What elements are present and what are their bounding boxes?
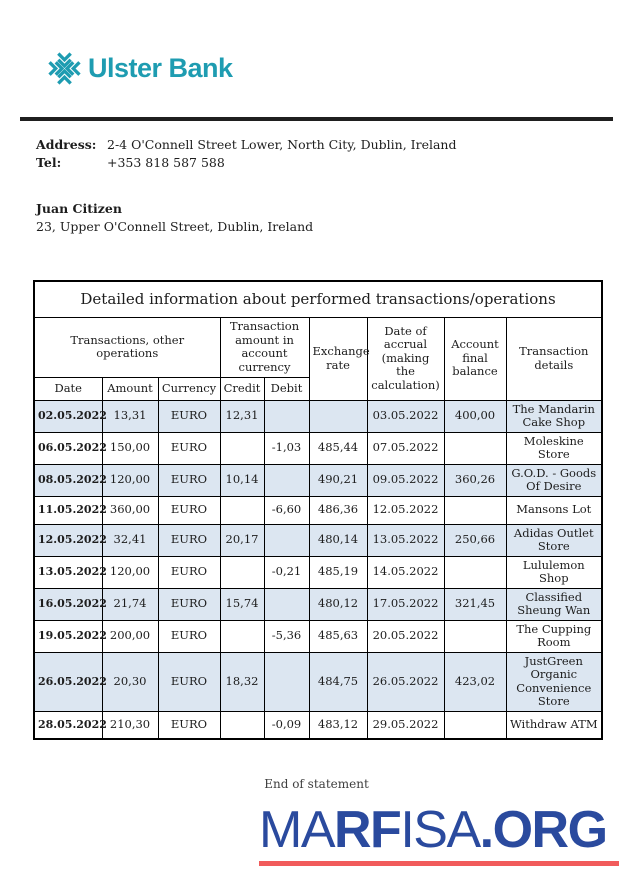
cell-credit: 12,31 [220, 400, 264, 432]
cell-amount: 13,31 [102, 400, 158, 432]
cell-credit [220, 432, 264, 464]
watermark-segment: ISA [400, 801, 480, 859]
col-header-amount: Amount [102, 377, 158, 400]
cell-accrual-date: 09.05.2022 [367, 464, 444, 496]
cell-amount: 120,00 [102, 556, 158, 588]
col-header-credit: Credit [220, 377, 264, 400]
cell-exchange-rate [309, 400, 367, 432]
table-row [34, 620, 602, 652]
cell-balance [444, 496, 506, 524]
table-row [34, 432, 602, 464]
bank-daisywheel-icon [48, 52, 81, 85]
cell-date: 28.05.2022 [34, 711, 102, 739]
cell-currency: EURO [158, 588, 220, 620]
cell-balance [444, 620, 506, 652]
cell-currency: EURO [158, 556, 220, 588]
table-group-header-row [34, 317, 602, 377]
cell-details: The Cupping Room [506, 620, 602, 652]
cell-currency: EURO [158, 711, 220, 739]
table-title-row [34, 281, 602, 317]
cell-credit [220, 556, 264, 588]
cell-credit [220, 496, 264, 524]
cell-date: 08.05.2022 [34, 464, 102, 496]
cell-date: 26.05.2022 [34, 652, 102, 711]
cell-date: 06.05.2022 [34, 432, 102, 464]
cell-balance: 400,00 [444, 400, 506, 432]
cell-debit: -1,03 [264, 432, 309, 464]
cell-exchange-rate: 490,21 [309, 464, 367, 496]
table-row [34, 464, 602, 496]
watermark-segment: .ORG [479, 801, 607, 859]
end-of-statement: End of statement [264, 777, 369, 791]
tel-label: Tel: [36, 154, 62, 170]
cell-amount: 32,41 [102, 524, 158, 556]
table-row [34, 400, 602, 432]
cell-accrual-date: 07.05.2022 [367, 432, 444, 464]
cell-exchange-rate: 483,12 [309, 711, 367, 739]
cell-amount: 200,00 [102, 620, 158, 652]
cell-amount: 150,00 [102, 432, 158, 464]
cell-details: Mansons Lot [506, 496, 602, 524]
cell-balance [444, 711, 506, 739]
cell-credit [220, 620, 264, 652]
cell-balance: 360,26 [444, 464, 506, 496]
cell-details: JustGreen Organic Convenience Store [506, 652, 602, 711]
cell-currency: EURO [158, 400, 220, 432]
cell-debit [264, 588, 309, 620]
table-row [34, 588, 602, 620]
cell-accrual-date: 13.05.2022 [367, 524, 444, 556]
marfisa-watermark [259, 801, 621, 866]
col-header-debit: Debit [264, 377, 309, 400]
tel-value: +353 818 587 588 [107, 154, 225, 170]
cell-date: 12.05.2022 [34, 524, 102, 556]
cell-currency: EURO [158, 652, 220, 711]
watermark-underline [259, 861, 619, 866]
cell-balance [444, 556, 506, 588]
col-header-date: Date [34, 377, 102, 400]
cell-credit: 15,74 [220, 588, 264, 620]
cell-amount: 20,30 [102, 652, 158, 711]
watermark-segment: MA [259, 801, 334, 859]
cell-credit: 10,14 [220, 464, 264, 496]
customer-block [36, 200, 313, 235]
cell-amount: 210,30 [102, 711, 158, 739]
cell-details: Adidas Outlet Store [506, 524, 602, 556]
customer-address: 23, Upper O'Connell Street, Dublin, Ireland [36, 218, 314, 234]
divider-line [20, 117, 613, 121]
address-value: 2-4 O'Connell Street Lower, North City, Dublin, Ireland [107, 137, 457, 152]
cell-exchange-rate: 486,36 [309, 496, 367, 524]
cell-currency: EURO [158, 464, 220, 496]
cell-balance: 423,02 [444, 652, 506, 711]
cell-accrual-date: 12.05.2022 [367, 496, 444, 524]
cell-date: 16.05.2022 [34, 588, 102, 620]
bank-name: Ulster Bank [88, 53, 233, 83]
cell-details: G.O.D. - Goods Of Desire [506, 464, 602, 496]
cell-accrual-date: 03.05.2022 [367, 400, 444, 432]
cell-accrual-date: 17.05.2022 [367, 588, 444, 620]
cell-debit [264, 464, 309, 496]
cell-balance: 321,45 [444, 588, 506, 620]
table-row [34, 524, 602, 556]
cell-exchange-rate: 484,75 [309, 652, 367, 711]
col-group-transactions: Transactions, other operations [34, 317, 220, 377]
table-title: Detailed information about performed transactions/operations [34, 281, 602, 317]
cell-accrual-date: 20.05.2022 [367, 620, 444, 652]
col-header-currency: Currency [158, 377, 220, 400]
table-row [34, 652, 602, 711]
transactions-table [33, 280, 603, 740]
cell-details: Classified Sheung Wan [506, 588, 602, 620]
cell-currency: EURO [158, 496, 220, 524]
table-row [34, 711, 602, 739]
address-row [36, 136, 456, 154]
cell-details: Lululemon Shop [506, 556, 602, 588]
table-row [34, 496, 602, 524]
tel-row [36, 154, 456, 172]
cell-credit: 20,17 [220, 524, 264, 556]
cell-accrual-date: 29.05.2022 [367, 711, 444, 739]
cell-debit: -0,21 [264, 556, 309, 588]
watermark-segment: RF [334, 801, 401, 859]
cell-exchange-rate: 485,63 [309, 620, 367, 652]
cell-accrual-date: 26.05.2022 [367, 652, 444, 711]
cell-balance: 250,66 [444, 524, 506, 556]
ulster-bank-logo [48, 52, 233, 85]
cell-debit: -5,36 [264, 620, 309, 652]
cell-currency: EURO [158, 432, 220, 464]
cell-date: 13.05.2022 [34, 556, 102, 588]
table-row [34, 556, 602, 588]
cell-date: 19.05.2022 [34, 620, 102, 652]
col-header-exchange-rate: Exchange rate [309, 317, 367, 400]
cell-balance [444, 432, 506, 464]
cell-date: 11.05.2022 [34, 496, 102, 524]
cell-exchange-rate: 485,19 [309, 556, 367, 588]
cell-exchange-rate: 480,12 [309, 588, 367, 620]
col-header-accrual-date: Date of accrual (making the calculation) [367, 317, 444, 400]
cell-accrual-date: 14.05.2022 [367, 556, 444, 588]
cell-debit [264, 652, 309, 711]
cell-exchange-rate: 485,44 [309, 432, 367, 464]
cell-amount: 21,74 [102, 588, 158, 620]
cell-debit: -0,09 [264, 711, 309, 739]
transactions-body [34, 400, 602, 739]
col-header-final-balance: Account final balance [444, 317, 506, 400]
cell-debit [264, 524, 309, 556]
cell-details: Moleskine Store [506, 432, 602, 464]
cell-credit [220, 711, 264, 739]
cell-currency: EURO [158, 620, 220, 652]
col-header-transaction-details: Transaction details [506, 317, 602, 400]
cell-exchange-rate: 480,14 [309, 524, 367, 556]
cell-details: The Mandarin Cake Shop [506, 400, 602, 432]
cell-date: 02.05.2022 [34, 400, 102, 432]
watermark-text [259, 801, 621, 859]
col-group-amount-in-currency: Transaction amount in account currency [220, 317, 309, 377]
cell-debit [264, 400, 309, 432]
cell-currency: EURO [158, 524, 220, 556]
cell-amount: 360,00 [102, 496, 158, 524]
cell-debit: -6,60 [264, 496, 309, 524]
customer-name: Juan Citizen [36, 201, 122, 216]
address-label: Address: [36, 137, 97, 152]
bank-contact-block [36, 136, 456, 171]
cell-details: Withdraw ATM [506, 711, 602, 739]
cell-credit: 18,32 [220, 652, 264, 711]
cell-amount: 120,00 [102, 464, 158, 496]
